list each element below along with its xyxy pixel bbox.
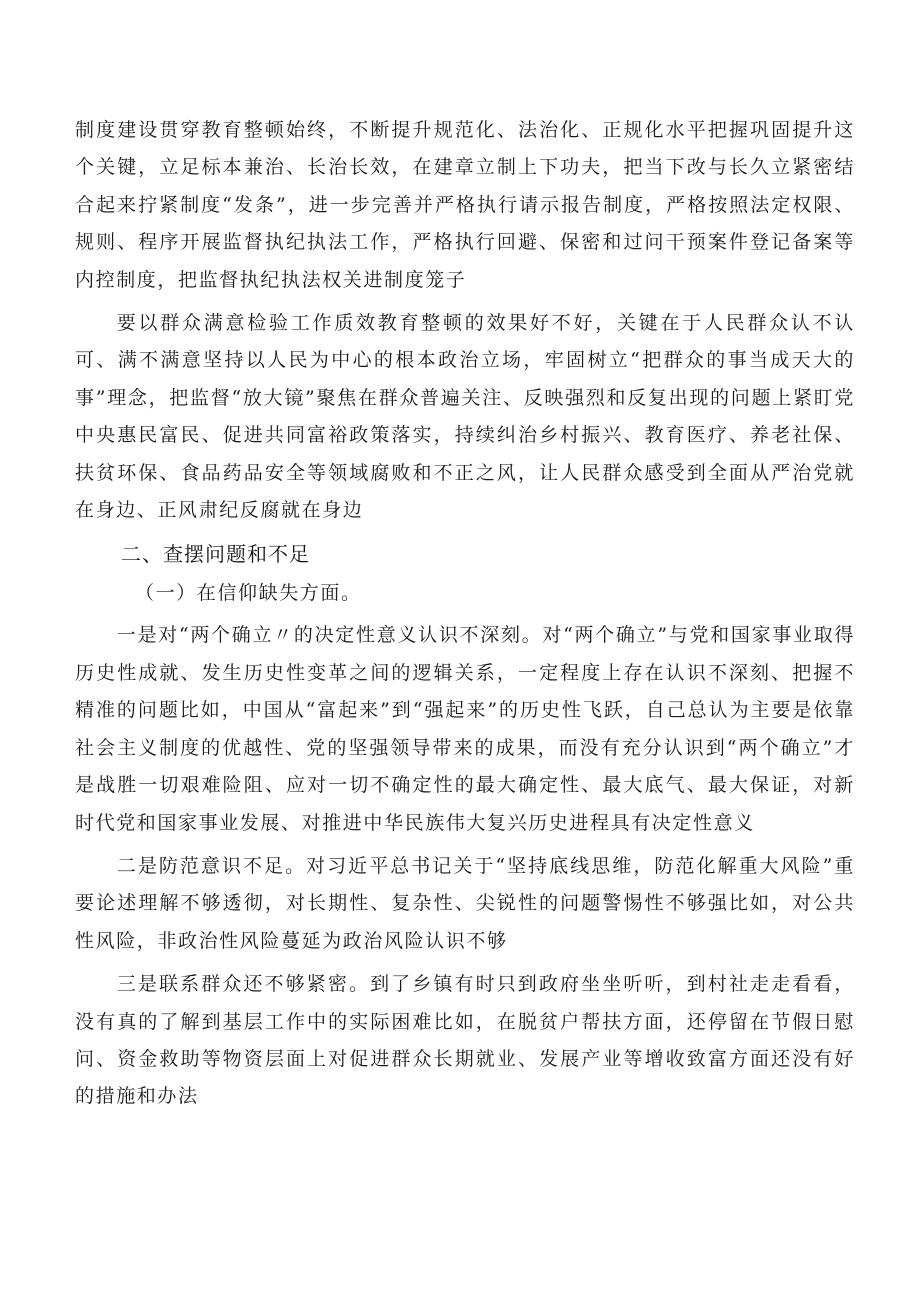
- issue-paragraph-2: 二是防范意识不足。对习近平总书记关于“坚持底线思维，防范化解重大风险”重要论述理解不够透彻，对长期性、复杂性、尖锐性的问题警惕性不够强比如，对公共性风险，非政治性风险蔓延为政治风险认识不够: [75, 854, 855, 952]
- issue-paragraph-1: 一是对“两个确立〃的决定性意义认识不深刻。对“两个确立”与党和国家事业取得历史性成就、发生历史性变革之间的逻辑关系，一定程度上存在认识不深刻、把握不精准的问题比如，中国从“富起来”到“强起来”的历史性飞跃，自己总认为主要是依靠社会主义制度的优越性、党的坚强领导带来的成果，而没有充分认识到“两个确立”才是战胜一切艰难险阻、应对一切不确定性的最大确定性、最大底气、最大保证，对新时代党和国家事业发展、对推进中华民族伟大复兴历史进程具有决定性意义: [75, 624, 855, 834]
- paragraph-institution-building: 制度建设贯穿教育整顿始终，不断提升规范化、法治化、正规化水平把握巩固提升这个关键，立足标本兼治、长治长效，在建章立制上下功夫，把当下改与长久立紧密结合起来拧紧制度“发条”，进一步完善并严格执行请示报告制度，严格按照法定权限、规则、程序开展监督执纪执法工作，严格执行回避、保密和过问干预案件登记备案等内控制度，把监督执纪执法权关进制度笼子: [75, 119, 855, 291]
- paragraph-public-satisfaction: 要以群众满意检验工作质效教育整顿的效果好不好，关键在于人民群众认不认可、满不满意坚持以人民为中心的根本政治立场，牢固树立“把群众的事当成天大的事”理念，把监督“放大镜”聚焦在群众普遍关注、反映强烈和反复出现的问题上紧盯党中央惠民富民、促进共同富裕政策落实，持续纠治乡村振兴、教育医疗、养老社保、扶贫环保、食品药品安全等领域腐败和不正之风，让人民群众感受到全面从严治党就在身边、正风肃纪反腐就在身边: [75, 312, 855, 522]
- sub-heading: （一）在信仰缺失方面。: [135, 582, 362, 605]
- issue-paragraph-3: 三是联系群众还不够紧密。到了乡镇有时只到政府坐坐听听，到村社走走看看，没有真的了解到基层工作中的实际困难比如，在脱贫户帮扶方面，还停留在节假日慰问、资金救助等物资层面上对促进群众长期就业、发展产业等增收致富方面还没有好的措施和办法: [75, 973, 855, 1108]
- section-heading: 二、查摆问题和不足: [121, 542, 310, 567]
- document-page: [75, 112, 855, 1122]
